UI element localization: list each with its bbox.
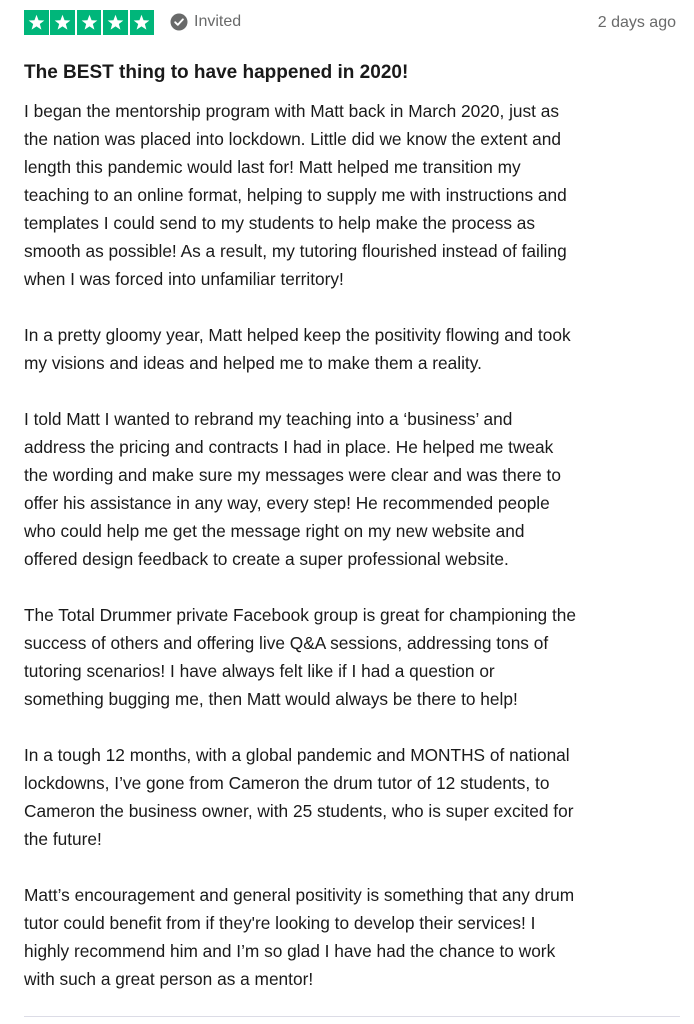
star-icon <box>77 10 102 35</box>
review-body <box>24 97 676 1021</box>
review-paragraph <box>24 601 676 713</box>
star-icon <box>50 10 75 35</box>
check-circle-icon <box>170 13 188 31</box>
review-text-line: templates I could send to my students to help make the process as <box>24 213 536 233</box>
review-text-line: highly recommend him and I’m so glad I have had the chance to work <box>24 941 556 961</box>
review-paragraph <box>24 97 676 293</box>
star-icon <box>24 10 49 35</box>
review-text-line: smooth as possible! As a result, my tutoring flourished instead of failing <box>24 241 567 261</box>
divider <box>24 1016 680 1017</box>
review-header <box>24 0 680 46</box>
verification-badge[interactable] <box>170 12 241 32</box>
verification-label: Invited <box>194 13 242 30</box>
review-text-line: who could help me get the message right on my new website and <box>24 521 525 541</box>
review-text-line: my visions and ideas and helped me to make them a reality. <box>24 353 482 373</box>
review-text-line: when I was forced into unfamiliar territory! <box>24 269 344 289</box>
review-paragraph <box>24 321 676 377</box>
review-text-line: success of others and offering live Q&A sessions, addressing tons of <box>24 633 549 653</box>
review-text-line: I told Matt I wanted to rebrand my teaching into a ‘business’ and <box>24 409 513 429</box>
review-text-line: tutor could benefit from if they're looking to develop their services! I <box>24 913 536 933</box>
review-text-line: something bugging me, then Matt would always be there to help! <box>24 689 518 709</box>
review-card <box>24 0 680 989</box>
review-paragraph <box>24 741 676 853</box>
review-text-line: teaching to an online format, helping to supply me with instructions and <box>24 185 567 205</box>
review-date: 2 days ago <box>597 14 676 31</box>
review-title[interactable]: The BEST thing to have happened in 2020! <box>24 62 409 83</box>
review-text-line: The Total Drummer private Facebook group is great for championing the <box>24 605 576 625</box>
review-text-line: tutoring scenarios! I have always felt like if I had a question or <box>24 661 495 681</box>
review-text-line: Matt’s encouragement and general positivity is something that any drum <box>24 885 575 905</box>
review-text-line: I began the mentorship program with Matt back in March 2020, just as <box>24 101 560 121</box>
star-rating <box>24 10 154 35</box>
review-text-line: length this pandemic would last for! Matt helped me transition my <box>24 157 521 177</box>
review-text-line: In a tough 12 months, with a global pandemic and MONTHS of national <box>24 745 570 765</box>
review-paragraph <box>24 881 676 993</box>
star-icon <box>103 10 128 35</box>
review-text-line: offer his assistance in any way, every step! He recommended people <box>24 493 550 513</box>
review-text-line: the wording and make sure my messages were clear and was there to <box>24 465 561 485</box>
review-text-line: lockdowns, I’ve gone from Cameron the drum tutor of 12 students, to <box>24 773 550 793</box>
review-text-line: In a pretty gloomy year, Matt helped keep the positivity flowing and took <box>24 325 571 345</box>
star-icon <box>130 10 155 35</box>
review-text-line: Cameron the business owner, with 25 students, who is super excited for <box>24 801 574 821</box>
review-text-line: the nation was placed into lockdown. Little did we know the extent and <box>24 129 562 149</box>
review-text-line: the future! <box>24 829 102 849</box>
review-text-line: with such a great person as a mentor! <box>24 969 314 989</box>
review-text-line: address the pricing and contracts I had in place. He helped me tweak <box>24 437 554 457</box>
review-text-line: offered design feedback to create a super professional website. <box>24 549 509 569</box>
review-paragraph <box>24 405 676 573</box>
